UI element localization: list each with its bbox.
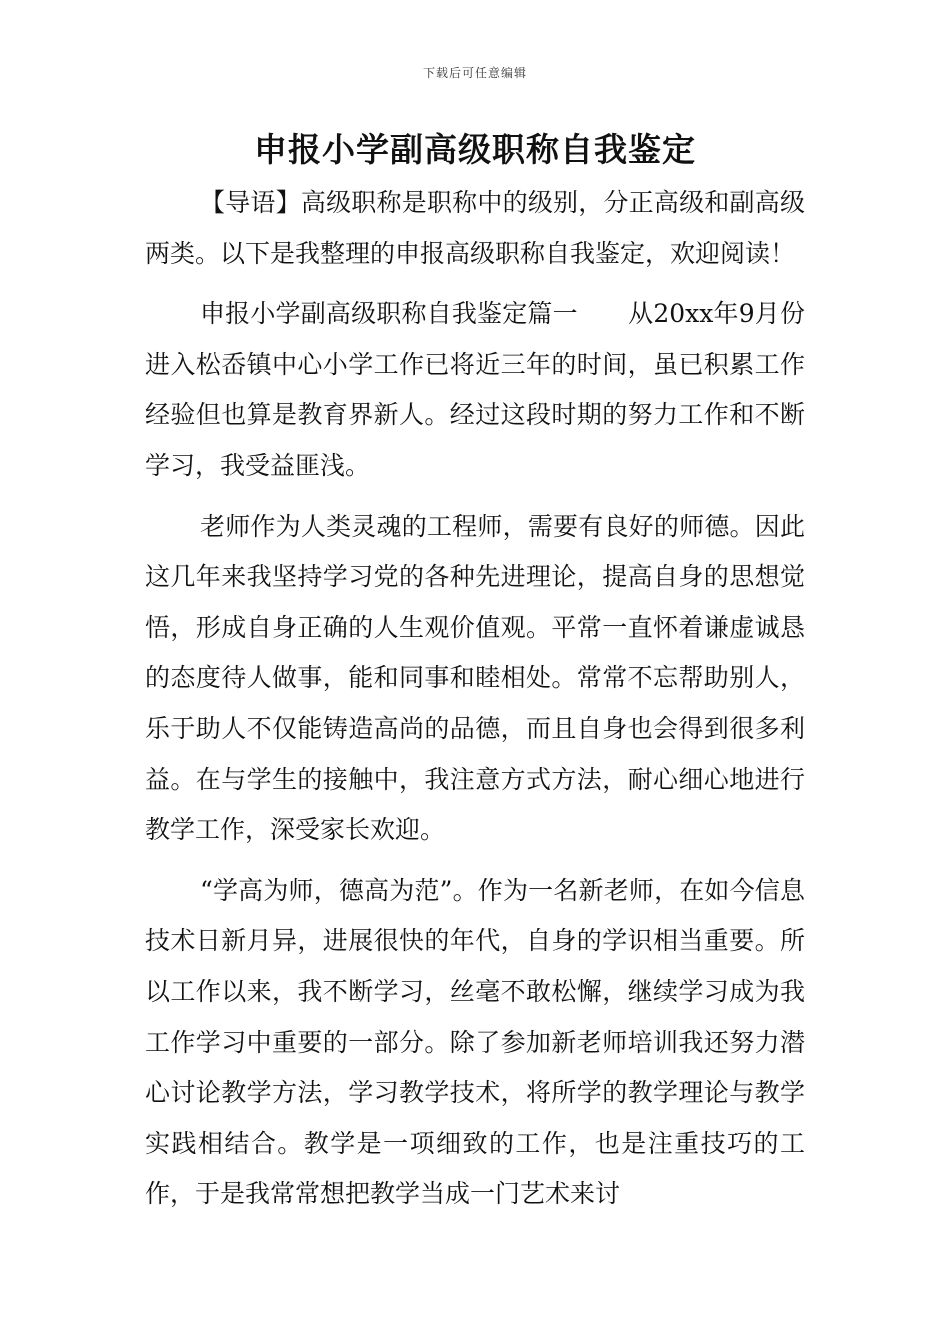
header-note: 下载后可任意编辑 [422,66,527,80]
paragraph-2: 老师作为人类灵魂的工程师，需要有良好的师德。因此这几年来我坚持学习党的各种先进理论，提高自身的思想觉悟，形成自身正确的人生观价值观。平常一直怀着谦虚诚恳的态度待人做事，能和同事和睦相处。常常不忘帮助别人，乐于助人不仅能铸造高尚的品德，而且自身也会得到很多利益。在与学生的接触中，我注意方式方法，耐心细心地进行教学工作，深受家长欢迎。 [145,511,805,845]
paragraph-intro: 【导语】高级职称是职称中的级别，分正高级和副高级两类。以下是我整理的申报高级职称自我鉴定，欢迎阅读！ [145,188,805,268]
document-body [145,178,805,1230]
paragraph-3: “学高为师，德高为范”。作为一名新老师，在如今信息技术日新月异，进展很快的年代，自身的学识相当重要。所以工作以来，我不断学习，丝毫不敢松懈，继续学习成为我工作学习中重要的一部分。除了参加新老师培训我还努力潜心讨论教学方法，学习教学技术，将所学的教学理论与教学实践相结合。教学是一项细致的工作，也是注重技巧的工作，于是我常常想把教学当成一门艺术来讨 [145,875,805,1209]
page-title: 申报小学副高级职称自我鉴定 [254,130,696,169]
paragraph-1: 申报小学副高级职称自我鉴定篇一 从20xx年9月份进入松岙镇中心小学工作已将近三年的时间，虽已积累工作经验但也算是教育界新人。经过这段时期的努力工作和不断学习，我受益匪浅。 [145,299,805,480]
